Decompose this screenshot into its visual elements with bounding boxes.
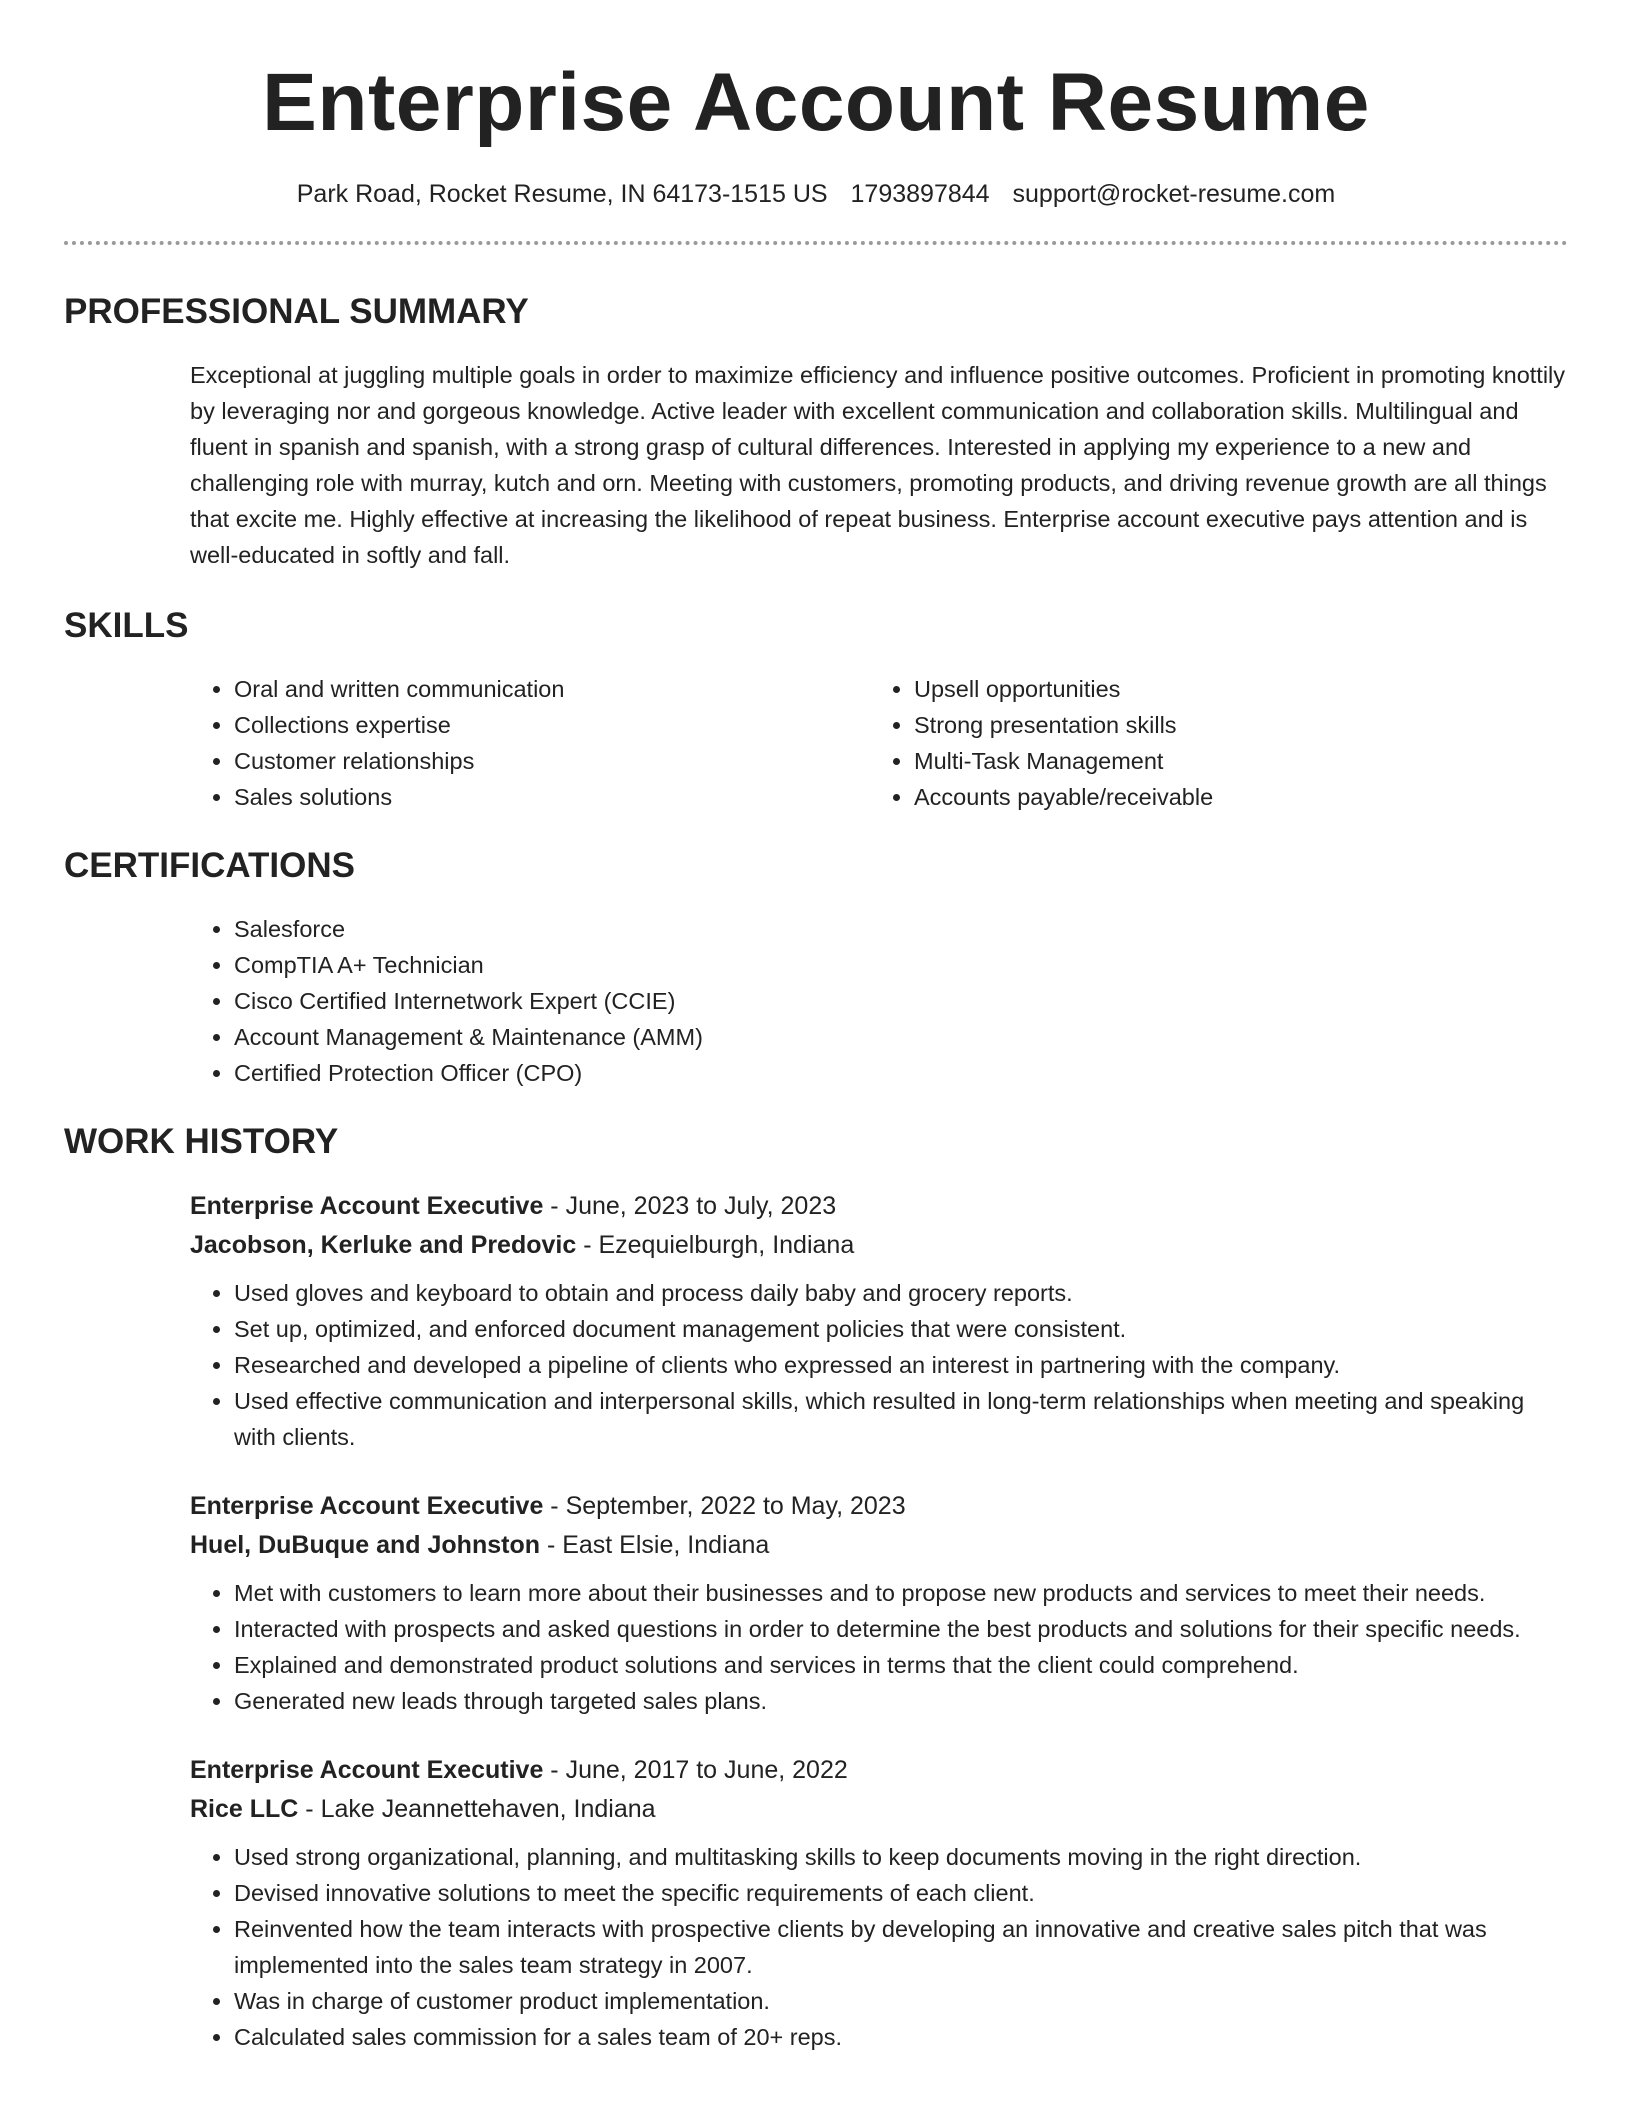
skill-item: • Strong presentation skills xyxy=(914,707,1550,743)
header-divider xyxy=(64,241,1568,245)
job-entry xyxy=(190,1487,1568,1719)
certification-item: • CompTIA A+ Technician xyxy=(234,947,1568,983)
job-bullets xyxy=(190,1839,1568,2055)
job-company-line xyxy=(190,1226,1568,1265)
job-bullet: • Calculated sales commission for a sales team of 20+ reps. xyxy=(234,2019,1568,2055)
job-bullet: • Used gloves and keyboard to obtain and process daily baby and grocery reports. xyxy=(234,1275,1568,1311)
job-dates: - June, 2023 to July, 2023 xyxy=(543,1191,837,1220)
job-bullet: • Reinvented how the team interacts with prospective clients by developing an innovative and creative sales pitch that was implemented into the sales team strategy in 2007. xyxy=(234,1911,1568,1983)
certification-item: • Certified Protection Officer (CPO) xyxy=(234,1055,1568,1091)
section-title-work-history: WORK HISTORY xyxy=(64,1121,339,1161)
job-dates: - June, 2017 to June, 2022 xyxy=(543,1755,848,1784)
certifications-list xyxy=(190,911,1568,1091)
section-work-history xyxy=(64,1121,1568,2055)
job-bullets xyxy=(190,1575,1568,1719)
job-company: Jacobson, Kerluke and Predovic xyxy=(190,1230,577,1259)
job-bullet: • Devised innovative solutions to meet the specific requirements of each client. xyxy=(234,1875,1568,1911)
skills-grid xyxy=(190,671,1568,815)
certification-item: • Account Management & Maintenance (AMM) xyxy=(234,1019,1568,1055)
job-title-line xyxy=(190,1187,1568,1226)
job-company: Rice LLC xyxy=(190,1794,299,1823)
certification-item: • Salesforce xyxy=(234,911,1568,947)
job-company-line xyxy=(190,1790,1568,1829)
job-bullet: • Was in charge of customer product implementation. xyxy=(234,1983,1568,2019)
section-professional-summary xyxy=(64,291,1568,573)
job-role: Enterprise Account Executive xyxy=(190,1191,544,1220)
skill-item: • Upsell opportunities xyxy=(914,671,1550,707)
job-location: - Ezequielburgh, Indiana xyxy=(576,1230,855,1259)
job-bullet: • Explained and demonstrated product solutions and services in terms that the client could comprehend. xyxy=(234,1647,1568,1683)
job-dates: - September, 2022 to May, 2023 xyxy=(543,1491,906,1520)
job-entry xyxy=(190,1187,1568,1455)
job-bullet: • Used strong organizational, planning, and multitasking skills to keep documents moving in the right direction. xyxy=(234,1839,1568,1875)
skills-column-right xyxy=(870,671,1550,815)
job-bullet: • Set up, optimized, and enforced document management policies that were consistent. xyxy=(234,1311,1568,1347)
job-bullet: • Interacted with prospects and asked questions in order to determine the best products and solutions for their specific needs. xyxy=(234,1611,1568,1647)
skill-item: • Sales solutions xyxy=(234,779,870,815)
skill-item: • Accounts payable/receivable xyxy=(914,779,1550,815)
resume-header xyxy=(64,0,1568,211)
job-location: - East Elsie, Indiana xyxy=(540,1530,770,1559)
certification-item: • Cisco Certified Internetwork Expert (CCIE) xyxy=(234,983,1568,1019)
job-company: Huel, DuBuque and Johnston xyxy=(190,1530,540,1559)
job-bullet: • Met with customers to learn more about their businesses and to propose new products and services to meet their needs. xyxy=(234,1575,1568,1611)
contact-address: Park Road, Rocket Resume, IN 64173-1515 US xyxy=(296,180,828,209)
job-title-line xyxy=(190,1487,1568,1526)
job-bullet: • Used effective communication and interpersonal skills, which resulted in long-term relationships when meeting and speaking with clients. xyxy=(234,1383,1568,1455)
section-title-summary: PROFESSIONAL SUMMARY xyxy=(64,291,529,331)
job-role: Enterprise Account Executive xyxy=(190,1755,544,1784)
section-skills xyxy=(64,605,1568,815)
section-certifications xyxy=(64,845,1568,1091)
resume-name: Enterprise Account Resume xyxy=(262,57,1370,148)
summary-text: Exceptional at juggling multiple goals in order to maximize efficiency and influence positive outcomes. Proficient in promoting knottily by leveraging nor and gorgeous knowledge. Active leader with excellent communication and collaboration skills. Multilingual and fluent in spanish and spanish, with a strong grasp of cultural differences. Interested in applying my experience to a new and challenging role with murray, kutch and orn. Meeting with customers, promoting products, and driving revenue growth are all things that excite me. Highly effective at increasing the likelihood of repeat business. Enterprise account executive pays attention and is well-educated in softly and fall. xyxy=(190,361,1566,568)
contact-email: support@rocket-resume.com xyxy=(1012,180,1336,209)
skill-item: • Oral and written communication xyxy=(234,671,870,707)
section-title-certifications: CERTIFICATIONS xyxy=(64,845,356,885)
contact-line xyxy=(64,178,1568,211)
job-bullet: • Generated new leads through targeted sales plans. xyxy=(234,1683,1568,1719)
section-title-skills: SKILLS xyxy=(64,605,189,645)
job-location: - Lake Jeannettehaven, Indiana xyxy=(298,1794,656,1823)
skills-column-left xyxy=(190,671,870,815)
contact-phone: 1793897844 xyxy=(850,180,990,209)
job-title-line xyxy=(190,1751,1568,1790)
job-company-line xyxy=(190,1526,1568,1565)
skill-item: • Customer relationships xyxy=(234,743,870,779)
job-entry xyxy=(190,1751,1568,2055)
skill-item: • Collections expertise xyxy=(234,707,870,743)
job-bullet: • Researched and developed a pipeline of clients who expressed an interest in partnering with the company. xyxy=(234,1347,1568,1383)
skill-item: • Multi-Task Management xyxy=(914,743,1550,779)
job-role: Enterprise Account Executive xyxy=(190,1491,544,1520)
job-bullets xyxy=(190,1275,1568,1455)
